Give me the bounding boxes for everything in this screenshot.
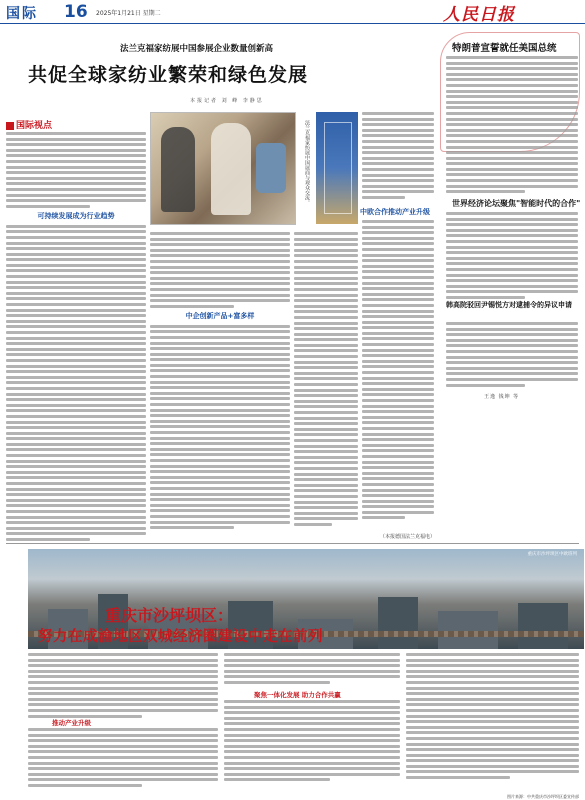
chongqing-column-2b: [224, 700, 400, 784]
lead-kicker: 法兰克福家纺展中国参展企业数量创新高: [120, 44, 274, 54]
tag-square-icon: [6, 122, 14, 130]
chongqing-title: 重庆市沙坪坝区：: [105, 606, 234, 625]
chongqing-column-1: [28, 653, 218, 720]
issue-date: 2025年1月21日 星期二: [96, 10, 161, 17]
lead-column-3: [294, 232, 358, 528]
lead-title: 共促全球家纺业繁荣和绿色发展: [28, 64, 309, 86]
newspaper-logo: 人民日报: [443, 5, 515, 25]
lead-column-1: [6, 132, 146, 544]
lead-footer: （本报德国法兰克福电）: [380, 534, 436, 540]
sidebar-author: 王逸 钱坤 等: [484, 394, 520, 400]
lead-photo: [150, 112, 296, 225]
sidebar-text-1: [446, 56, 578, 196]
lead-column-4-top: [362, 112, 434, 202]
lead-photo-caption: 法兰克福家纺展中国展商与观众交流。: [304, 120, 310, 205]
sidebar-subtitle-1: 世界经济论坛聚焦"智能时代的合作": [452, 199, 581, 208]
chongqing-subhead-2: 聚焦一体化发展 助力合作共赢: [254, 691, 341, 699]
section-divider: [6, 543, 579, 544]
sidebar-text-3: [446, 322, 578, 389]
banner-image: [316, 112, 358, 224]
lead-column-4-bottom: [362, 220, 434, 522]
chongqing-footer: 图片来源：中共重庆市沙坪坝区委宣传部: [507, 794, 579, 799]
chongqing-subtitle: 努力在成渝地区双城经济圈建设中走在前列: [38, 629, 323, 645]
section-name: 国际: [6, 6, 38, 22]
sidebar-text-2: [446, 212, 578, 302]
page-number: 16: [64, 2, 88, 22]
chongqing-column-3: [406, 653, 579, 782]
lead-byline: 本报记者 刘 峰 李静思: [190, 98, 264, 104]
section-tag: 国际视点: [6, 118, 52, 131]
chongqing-column-2: [224, 653, 400, 687]
lead-column-2: [150, 232, 290, 532]
subhead-sustainability: 可持续发展成为行业趋势: [37, 211, 115, 220]
subhead-cooperation: 中欧合作推动产业升级: [360, 208, 430, 216]
sidebar-subtitle-2: 韩高院驳回尹锡悦方对逮捕令的异议申请: [446, 301, 572, 309]
masthead: [0, 0, 585, 24]
chongqing-photo-caption: 重庆市沙坪坝区中欧班列: [527, 552, 577, 557]
sidebar-title: 特朗普宣誓就任美国总统: [452, 43, 557, 54]
chongqing-subhead-1: 推动产业升级: [52, 719, 91, 727]
subhead-innovation: 中企创新产品+富多样: [185, 311, 255, 320]
chongqing-column-1b: [28, 728, 218, 790]
